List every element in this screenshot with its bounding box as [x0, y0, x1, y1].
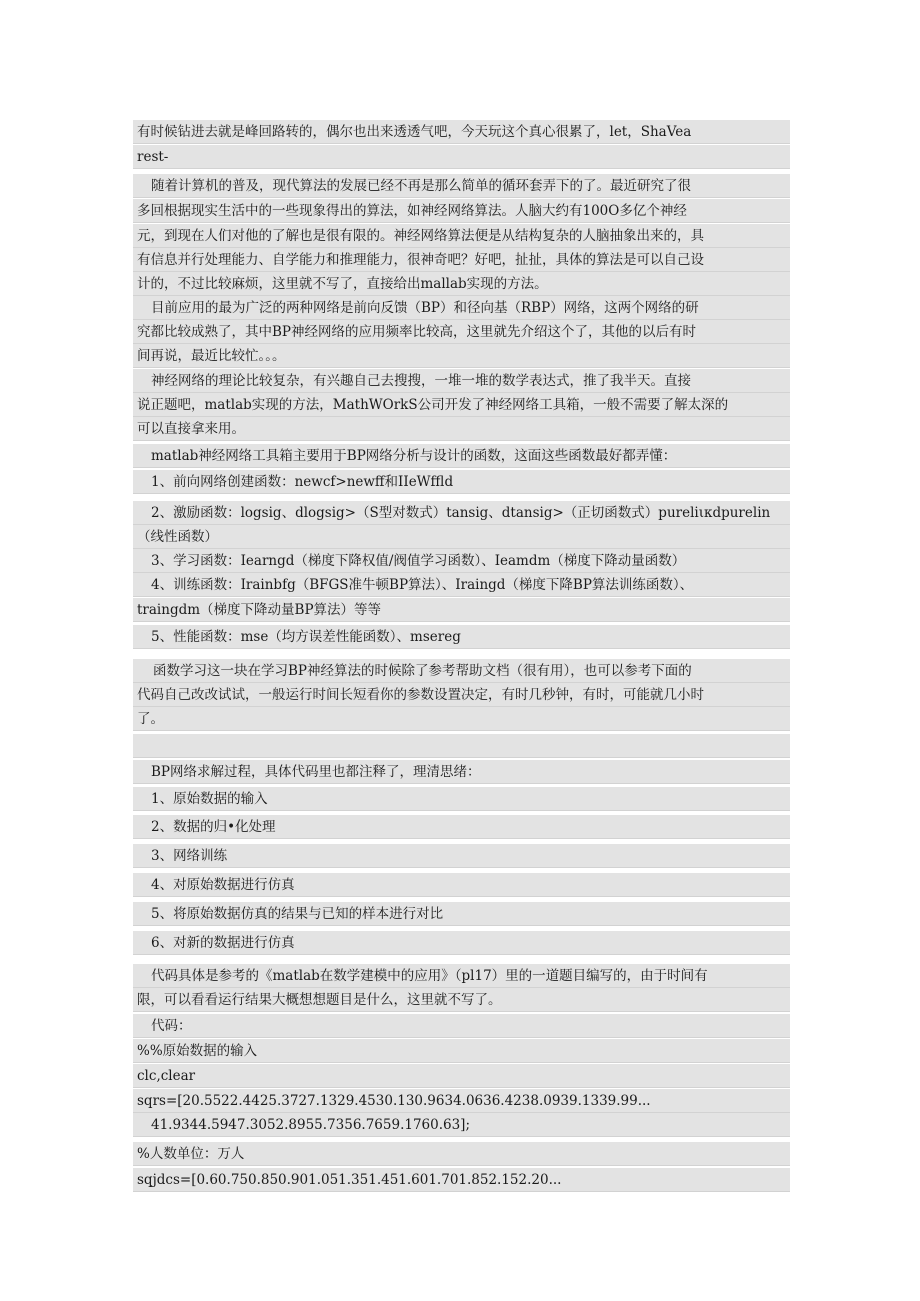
text-line: 随着计算机的普及，现代算法的发展已经不再是那么简单的循环套弄下的了。最近研究了很	[133, 174, 790, 198]
blank-line	[133, 734, 790, 758]
code-line: sqjdcs=[0.60.750.850.901.051.351.451.601.701.852.152.20...	[133, 1168, 790, 1192]
document-body	[133, 111, 790, 1201]
text-line: 了。	[133, 707, 790, 731]
code-line: %%原始数据的输入	[133, 1039, 790, 1063]
code-line: 41.9344.5947.3052.8955.7356.7659.1760.63];	[133, 1113, 790, 1137]
text-line: 计的，不过比较麻烦，这里就不写了，直接给出mallab实现的方法。	[133, 272, 790, 296]
text-line: 说正题吧，matlab实现的方法，MathWOrkS公司开发了神经网络工具箱，一般不需要了解太深的	[133, 393, 790, 417]
text-line: 有时候钻进去就是峰回路转的，偶尔也出来透透气吧，今天玩这个真心很累了，let，ShaVea	[133, 120, 790, 144]
text-line: 有信息并行处理能力、自学能力和推理能力，很神奇吧？好吧，扯扯，具体的算法是可以自己设	[133, 248, 790, 272]
text-line: rest-	[133, 145, 790, 169]
text-line: BP网络求解过程，具体代码里也都注释了，理清思绪：	[133, 760, 790, 784]
text-line: （线性函数）	[133, 525, 790, 549]
text-line: 函数学习这一块在学习BP神经算法的时候除了参考帮助文档（很有用），也可以参考下面的	[133, 659, 790, 683]
text-line: 元，到现在人们对他的了解也是很有限的。神经网络算法便是从结构复杂的人脑抽象出来的，具	[133, 224, 790, 248]
text-line: 目前应用的最为广泛的两种网络是前向反馈（BP）和径向基（RBP）网络，这两个网络的研	[133, 296, 790, 320]
text-line: 间再说，最近比较忙。。。	[133, 344, 790, 368]
text-line: 2、激励函数：logsig、dlogsig>（S型对数式）tansig、dtansig>（正切函数式）pureliικdpurelin	[133, 501, 790, 525]
text-line: 神经网络的理论比较复杂，有兴趣自己去搜搜，一堆一堆的数学表达式，推了我半天。直接	[133, 369, 790, 393]
text-line: 究都比较成熟了，其中BP神经网络的应用频率比较高，这里就先介绍这个了，其他的以后有时	[133, 320, 790, 344]
text-line: 2、数据的归•化处理	[133, 815, 790, 839]
text-line: 代码自己改改试试，一般运行时间长短看你的参数设置决定，有时几秒钟，有时，可能就几小时	[133, 683, 790, 707]
text-line: traingdm（梯度下降动量BP算法）等等	[133, 598, 790, 622]
text-line: 5、性能函数：mse（均方误差性能函数）、msereg	[133, 625, 790, 649]
text-line: 可以直接拿来用。	[133, 417, 790, 441]
text-line: 6、对新的数据进行仿真	[133, 931, 790, 955]
text-line: matlab神经网络工具箱主要用于BP网络分析与设计的函数，这面这些函数最好都弄懂：	[133, 444, 790, 468]
text-line: 多回根据现实生活中的一些现象得出的算法，如神经网络算法。人脑大约有100O多亿个神经	[133, 199, 790, 223]
text-line: 3、网络训练	[133, 844, 790, 868]
text-line: 代码具体是参考的《matlab在数学建模中的应用》（pl17）里的一道题目编写的，由于时间有	[133, 964, 790, 988]
text-line: 1、原始数据的输入	[133, 787, 790, 811]
text-line: 1、前向网络创建函数：newcf>newff和IIeWffld	[133, 470, 790, 494]
text-line: 4、对原始数据进行仿真	[133, 873, 790, 897]
text-line: 4、训练函数：Irainbfg（BFGS准牛顿BP算法）、Iraingd（梯度下降BP算法训练函数）、	[133, 573, 790, 597]
code-line: clc,clear	[133, 1064, 790, 1088]
text-line: 代码：	[133, 1014, 790, 1038]
code-line: sqrs=[20.5522.4425.3727.1329.4530.130.9634.0636.4238.0939.1339.99...	[133, 1089, 790, 1113]
text-line: 3、学习函数：Iearngd（梯度下降权值/阀值学习函数）、Ieamdm（梯度下降动量函数）	[133, 549, 790, 573]
text-line: 5、将原始数据仿真的结果与已知的样本进行对比	[133, 902, 790, 926]
code-line: %人数单位：万人	[133, 1142, 790, 1166]
text-line: 限，可以看看运行结果大概想想题目是什么，这里就不写了。	[133, 988, 790, 1012]
